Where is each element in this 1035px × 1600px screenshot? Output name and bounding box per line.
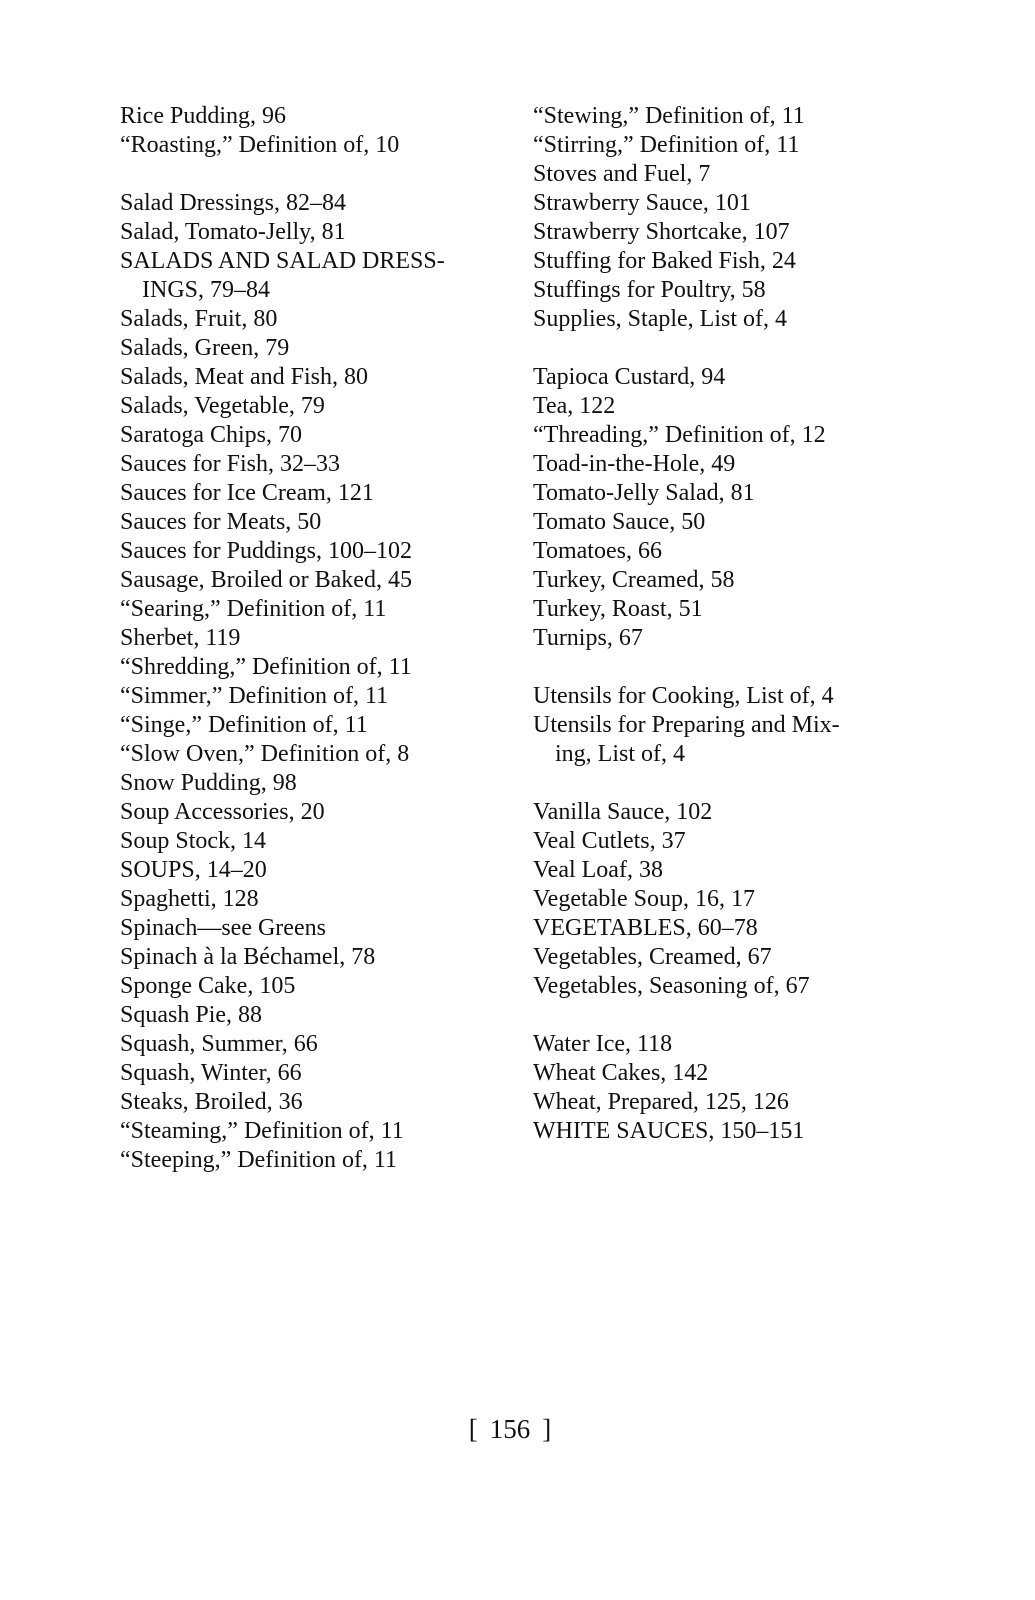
- index-entry: SOUPS, 14–20: [120, 857, 267, 883]
- index-entry: Soup Accessories, 20: [120, 799, 325, 825]
- index-entry: WHITE SAUCES, 150–151: [533, 1118, 805, 1144]
- index-entry: Salads, Green, 79: [120, 335, 290, 361]
- index-entry: “Steeping,” Definition of, 11: [120, 1147, 398, 1173]
- index-entry: Salads, Meat and Fish, 80: [120, 364, 368, 390]
- index-entry: Sauces for Ice Cream, 121: [120, 480, 374, 506]
- index-entry: “Singe,” Definition of, 11: [120, 712, 368, 738]
- index-entry: Sauces for Puddings, 100–102: [120, 538, 412, 564]
- index-entry: Toad-in-the-Hole, 49: [533, 451, 736, 477]
- index-entry: “Searing,” Definition of, 11: [120, 596, 387, 622]
- index-entry: “Threading,” Definition of, 12: [533, 422, 826, 448]
- index-entry: Rice Pudding, 96: [120, 103, 286, 129]
- index-entry: Stuffing for Baked Fish, 24: [533, 248, 796, 274]
- index-column-right: [533, 102, 933, 1146]
- index-entry: Vegetables, Seasoning of, 67: [533, 973, 810, 999]
- section-gap: [533, 653, 933, 682]
- index-entry: Sponge Cake, 105: [120, 973, 296, 999]
- index-entry: Sauces for Meats, 50: [120, 509, 322, 535]
- index-entry: Soup Stock, 14: [120, 828, 267, 854]
- index-entry: Utensils for Preparing and Mix- ing, List of, 4: [533, 712, 840, 767]
- index-entry: Water Ice, 118: [533, 1031, 673, 1057]
- index-entry: Utensils for Cooking, List of, 4: [533, 683, 834, 709]
- index-entry: Salad Dressings, 82–84: [120, 190, 346, 216]
- index-entry: Tomato Sauce, 50: [533, 509, 706, 535]
- index-entry: Veal Cutlets, 37: [533, 828, 686, 854]
- section-gap: [533, 1001, 933, 1030]
- index-entry: Tomato-Jelly Salad, 81: [533, 480, 755, 506]
- index-entry: “Stewing,” Definition of, 11: [533, 103, 805, 129]
- index-entry: Turnips, 67: [533, 625, 643, 651]
- index-entry: Vegetable Soup, 16, 17: [533, 886, 755, 912]
- page-number: [0, 1413, 1020, 1445]
- index-entry: “Simmer,” Definition of, 11: [120, 683, 389, 709]
- index-entry: Strawberry Shortcake, 107: [533, 219, 790, 245]
- index-entry: Salads, Fruit, 80: [120, 306, 278, 332]
- index-entry: Veal Loaf, 38: [533, 857, 663, 883]
- index-entry: Spinach—see Greens: [120, 915, 326, 941]
- index-entry: Squash, Winter, 66: [120, 1060, 302, 1086]
- index-entry: Sausage, Broiled or Baked, 45: [120, 567, 412, 593]
- index-entry: Salad, Tomato-Jelly, 81: [120, 219, 346, 245]
- index-column-left: [120, 102, 520, 1175]
- index-entry: Spaghetti, 128: [120, 886, 259, 912]
- index-entry: Stuffings for Poultry, 58: [533, 277, 766, 303]
- index-entry: Vanilla Sauce, 102: [533, 799, 713, 825]
- index-entry: “Roasting,” Definition of, 10: [120, 132, 400, 158]
- section-gap: [120, 160, 520, 189]
- index-entry: “Steaming,” Definition of, 11: [120, 1118, 404, 1144]
- index-entry: Supplies, Staple, List of, 4: [533, 306, 787, 332]
- index-entry: Vegetables, Creamed, 67: [533, 944, 772, 970]
- index-entry: Squash Pie, 88: [120, 1002, 263, 1028]
- index-entry: VEGETABLES, 60–78: [533, 915, 758, 941]
- close-bracket: ]: [542, 1414, 552, 1444]
- index-entry: “Shredding,” Definition of, 11: [120, 654, 412, 680]
- index-entry: Turkey, Creamed, 58: [533, 567, 735, 593]
- index-entry: Wheat Cakes, 142: [533, 1060, 709, 1086]
- page-number-value: 156: [489, 1414, 531, 1444]
- index-entry: Saratoga Chips, 70: [120, 422, 302, 448]
- index-entry: Tapioca Custard, 94: [533, 364, 726, 390]
- index-entry: Snow Pudding, 98: [120, 770, 297, 796]
- section-gap: [533, 334, 933, 363]
- index-entry: “Stirring,” Definition of, 11: [533, 132, 800, 158]
- index-entry: Tomatoes, 66: [533, 538, 662, 564]
- index-entry: Sauces for Fish, 32–33: [120, 451, 340, 477]
- index-entry: Salads, Vegetable, 79: [120, 393, 325, 419]
- index-entry: Squash, Summer, 66: [120, 1031, 318, 1057]
- index-entry: Wheat, Prepared, 125, 126: [533, 1089, 789, 1115]
- index-entry: SALADS AND SALAD DRESS- INGS, 79–84: [120, 248, 445, 303]
- index-entry: Sherbet, 119: [120, 625, 241, 651]
- index-entry: Stoves and Fuel, 7: [533, 161, 711, 187]
- open-bracket: [: [468, 1414, 478, 1444]
- index-entry: Strawberry Sauce, 101: [533, 190, 751, 216]
- index-entry: Turkey, Roast, 51: [533, 596, 703, 622]
- section-gap: [533, 769, 933, 798]
- index-entry: “Slow Oven,” Definition of, 8: [120, 741, 410, 767]
- index-entry: Steaks, Broiled, 36: [120, 1089, 303, 1115]
- index-entry: Tea, 122: [533, 393, 616, 419]
- index-entry: Spinach à la Béchamel, 78: [120, 944, 376, 970]
